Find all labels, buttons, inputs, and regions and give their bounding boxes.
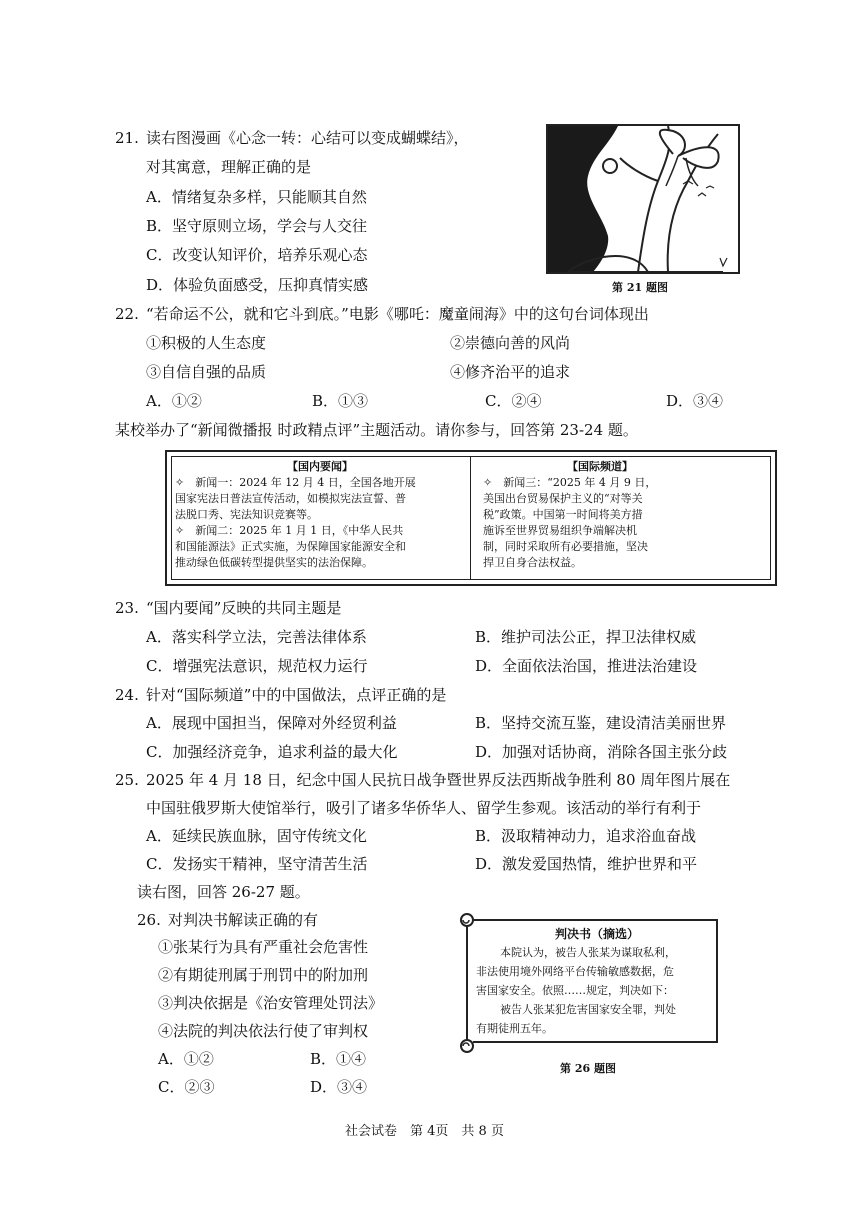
q25-option-b: B．汲取精神动力，追求浴血奋战 <box>475 827 697 845</box>
q26-item-3: ③判决依据是《治安管理处罚法》 <box>158 994 384 1012</box>
domestic-news-line-2: 国家宪法日普法宣传活动，如模拟宪法宣誓、普 <box>175 492 406 505</box>
q25-option-d: D．激发爱国热情，维护世界和平 <box>475 855 698 873</box>
q22-item-4: ④修齐治平的追求 <box>450 363 571 381</box>
q25-stem-line1: 2025 年 4 月 18 日，纪念中国人民抗日战争暨世界反法西斯战争胜利 80 周年图片展在 <box>146 771 731 789</box>
verdict-line-1: 本院认为，被告人张某为谋取私利， <box>500 946 676 959</box>
domestic-news-line-4: ✧ 新闻二：2025 年 1 月 1 日，《中华人民共 <box>175 524 404 537</box>
domestic-news-line-6: 推动绿色低碳转型提供坚实的法治保障。 <box>175 556 373 569</box>
verdict-line-4: 被告人张某犯危害国家安全罪，判处 <box>500 1003 676 1016</box>
domestic-news-line-5: 和国能源法》正式实施，为保障国家能源安全和 <box>175 540 406 553</box>
q21-stem-line2: 对其寓意，理解正确的是 <box>146 158 312 176</box>
q26-item-4: ④法院的判决依法行使了审判权 <box>158 1022 369 1040</box>
q24-option-b: B．坚持交流互鉴，建设清洁美丽世界 <box>475 714 727 732</box>
q26-option-c: C．②③ <box>158 1078 215 1096</box>
q25-number: 25. <box>115 771 139 789</box>
q24-stem: 针对“国际频道”中的中国做法，点评正确的是 <box>146 686 447 704</box>
verdict-line-2: 非法使用境外网络平台传输敏感数据，危 <box>476 965 674 978</box>
q22-item-2: ②崇德向善的风尚 <box>450 334 571 352</box>
domestic-news-title: 【国内要闻】 <box>287 460 353 473</box>
news-panel-divider <box>470 456 471 580</box>
international-news-line-6: 捍卫自身合法权益。 <box>483 556 582 569</box>
intro-23-24: 某校举办了“新闻微播报 时政精点评”主题活动。请你参与，回答第 23-24 题。 <box>115 421 638 439</box>
q22-item-3: ③自信自强的品质 <box>146 363 267 381</box>
q21-option-b: B．坚守原则立场，学会与人交往 <box>146 217 368 235</box>
q22-number: 22. <box>115 305 139 323</box>
international-news-line-4: 施诉至世界贸易组织争端解决机 <box>483 524 637 537</box>
q25-stem-line2: 中国驻俄罗斯大使馆举行，吸引了诸多华侨华人、留学生参观。该活动的举行有利于 <box>146 799 702 817</box>
q24-number: 24. <box>115 686 139 704</box>
q25-option-c: C．发扬实干精神，坚守清苦生活 <box>146 855 368 873</box>
q24-option-a: A．展现中国担当，保障对外经贸利益 <box>146 714 397 732</box>
q24-option-d: D．加强对话协商，消除各国主张分歧 <box>475 743 728 761</box>
international-news-title: 【国际频道】 <box>567 460 633 473</box>
q26-option-d: D．③④ <box>310 1078 368 1096</box>
q26-item-2: ②有期徒刑属于刑罚中的附加刑 <box>158 966 369 984</box>
q22-item-1: ①积极的人生态度 <box>146 334 267 352</box>
international-news-line-2: 美国出台贸易保护主义的“对等关 <box>483 492 643 505</box>
q23-stem: “国内要闻”反映的共同主题是 <box>146 599 342 617</box>
news-panel <box>165 450 777 586</box>
page-footer: 社会试卷 第 4页 共 8 页 <box>345 1124 504 1139</box>
q26-number: 26. <box>137 911 161 929</box>
q23-option-b: B．维护司法公正，捍卫法律权威 <box>475 628 697 646</box>
q24-option-c: C．加强经济竞争，追求利益的最大化 <box>146 743 398 761</box>
verdict-line-5: 有期徒刑五年。 <box>476 1022 553 1035</box>
q26-option-b: B．①④ <box>310 1050 367 1068</box>
q23-number: 23. <box>115 599 139 617</box>
q22-stem: “若命运不公，就和它斗到底。”电影《哪吒：魔童闹海》中的这句台词体现出 <box>146 305 649 323</box>
q22-option-a: A．①② <box>146 392 202 410</box>
q21-option-c: C．改变认知评价，培养乐观心态 <box>146 246 368 264</box>
domestic-news-line-1: ✧ 新闻一：2024 年 12 月 4 日，全国各地开展 <box>175 476 416 489</box>
q26-stem: 对判决书解读正确的有 <box>168 911 319 929</box>
international-news-line-3: 税”政策。中国第一时间将美方措 <box>483 508 643 521</box>
q23-option-a: A．落实科学立法，完善法律体系 <box>146 628 367 646</box>
q22-option-b: B．①③ <box>312 392 369 410</box>
q21-number: 21. <box>115 129 139 147</box>
q22-option-c: C．②④ <box>485 392 542 410</box>
verdict-line-3: 害国家安全。依照……规定，判决如下： <box>476 984 674 997</box>
tree-cartoon-illustration <box>548 126 738 272</box>
q21-cartoon <box>546 124 740 274</box>
q26-option-a: A．①② <box>158 1050 214 1068</box>
q21-option-a: A．情绪复杂多样，只能顺其自然 <box>146 188 367 206</box>
q23-option-d: D．全面依法治国，推进法治建设 <box>475 657 698 675</box>
verdict-title: 判决书（摘选） <box>555 927 640 941</box>
q25-option-a: A．延续民族血脉，固守传统文化 <box>146 827 367 845</box>
domestic-news-line-3: 法脱口秀、宪法知识竞赛等。 <box>175 508 318 521</box>
intro-26-27: 读右图，回答 26-27 题。 <box>137 883 310 901</box>
q21-stem-line1: 读右图漫画《心念一转：心结可以变成蝴蝶结》， <box>146 129 469 147</box>
q23-option-c: C．增强宪法意识，规范权力运行 <box>146 657 368 675</box>
q22-option-d: D．③④ <box>666 392 724 410</box>
q26-item-1: ①张某行为具有严重社会危害性 <box>158 938 369 956</box>
international-news-line-5: 制，同时采取所有必要措施，坚决 <box>483 540 648 553</box>
q26-figure-caption: 第 26 题图 <box>560 1062 616 1075</box>
international-news-line-1: ✧ 新闻三：“2025 年 4 月 9 日， <box>483 476 657 489</box>
q21-figure-caption: 第 21 题图 <box>612 281 668 294</box>
q21-option-d: D．体验负面感受，压抑真情实感 <box>146 276 369 294</box>
